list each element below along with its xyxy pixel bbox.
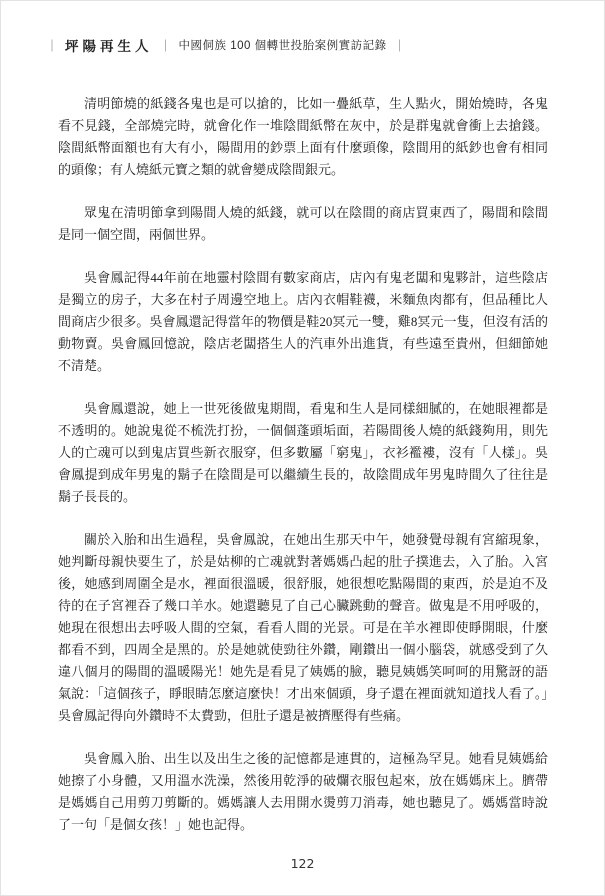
paragraph-4: 吳會鳳還說，她上一世死後做鬼期間，看鬼和生人是同樣細膩的，在她眼裡都是不透明的。她說鬼從不梳洗打扮，一個個蓬頭垢面，若陽間後人燒的紙錢夠用，則先人的亡魂可以到鬼店買些新衣服穿，但多數屬「窮鬼」，衣衫襤褸，沒有「人樣」。吳會鳳提到成年男鬼的鬍子在陰間是可以繼續生長的，故陰間成年男鬼時間久了往往是鬍子長長的。 [58,401,548,504]
paragraph-6: 吳會鳳入胎、出生以及出生之後的記憶都是連貫的，這極為罕見。她看見姨媽給她擦了小身體，又用溫水洗澡，然後用乾淨的破爛衣服包起來，放在媽媽床上。臍帶是媽媽自己用剪刀剪斷的。媽媽讓人去用開水燙剪刀消毒，她也聽見了。媽媽當時說了一句「是個女孩！」她也記得。 [58,751,548,832]
paragraph-1: 清明節燒的紙錢各鬼也是可以搶的，比如一疊紙草，生人點火，開始燒時，各鬼看不見錢，全部燒完時，就會化作一堆陰間紙幣在灰中，於是群鬼就會衝上去搶錢。陰間紙幣面額也有大有小，陽間用的鈔票上面有什麼頭像，陰間用的紙鈔也會有相同的頭像；有人燒紙元寶之類的就會變成陰間銀元。 [58,96,548,177]
page-body [58,93,548,857]
page-number: 122 [290,856,315,871]
paragraph-5: 關於入胎和出生過程，吳會鳳說，在她出生那天中午，她發覺母親有宮縮現象，她判斷母親快要生了，於是姑柳的亡魂就對著媽媽凸起的肚子撲進去，入了胎。入宮後，她感到周圍全是水，裡面很溫暖，很舒服，她很想吃點陽間的東西，於是迫不及待的在子宮裡吞了幾口羊水。她還聽見了自己心臟跳動的聲音。做鬼是不用呼吸的，她現在很想出去呼吸人間的空氣，看看人間的光景。可是在羊水裡即使睜開眼，什麼都看不到，四周全是黑的。於是她就使勁往外鑽，剛鑽出一個小腦袋，就感受到了久違八個月的陽間的溫暖陽光！她先是看見了姨媽的臉，聽見姨媽笑呵呵的用驚訝的語氣說：「這個孩子，睜眼睛怎麼這麼快！才出來個頭，身子還在裡面就知道找人看了。」吳會鳳記得向外鑽時不太費勁，但肚子還是被擠壓得有些痛。 [58,532,548,723]
header-divider-right: ｜ [393,38,406,53]
header-divider-mid: ｜ [159,38,172,53]
running-header [46,35,406,55]
header-divider-left: ｜ [46,38,59,53]
book-subtitle: 中國侗族 100 個轉世投胎案例實訪記錄 [178,40,387,52]
paragraph-3: 吳會鳳記得44年前在地靈村陰間有數家商店，店內有鬼老闆和鬼夥計，這些陰店是獨立的房子，大多在村子周邊空地上。店內衣帽鞋襪，米麵魚肉都有，但品種比人間商店少很多。吳會鳳還記得當年的物價是鞋20冥元一雙，雞8冥元一隻，但沒有活的動物賣。吳會鳳回憶說，陰店老闆搭生人的汽車外出進貨，有些遠至貴州，但細節她不清楚。 [58,270,548,373]
book-series-title: 坪陽再生人 [65,39,153,54]
paragraph-2: 眾鬼在清明節拿到陽間人燒的紙錢，就可以在陰間的商店買東西了，陽間和陰間是同一個空間，兩個世界。 [58,205,548,242]
